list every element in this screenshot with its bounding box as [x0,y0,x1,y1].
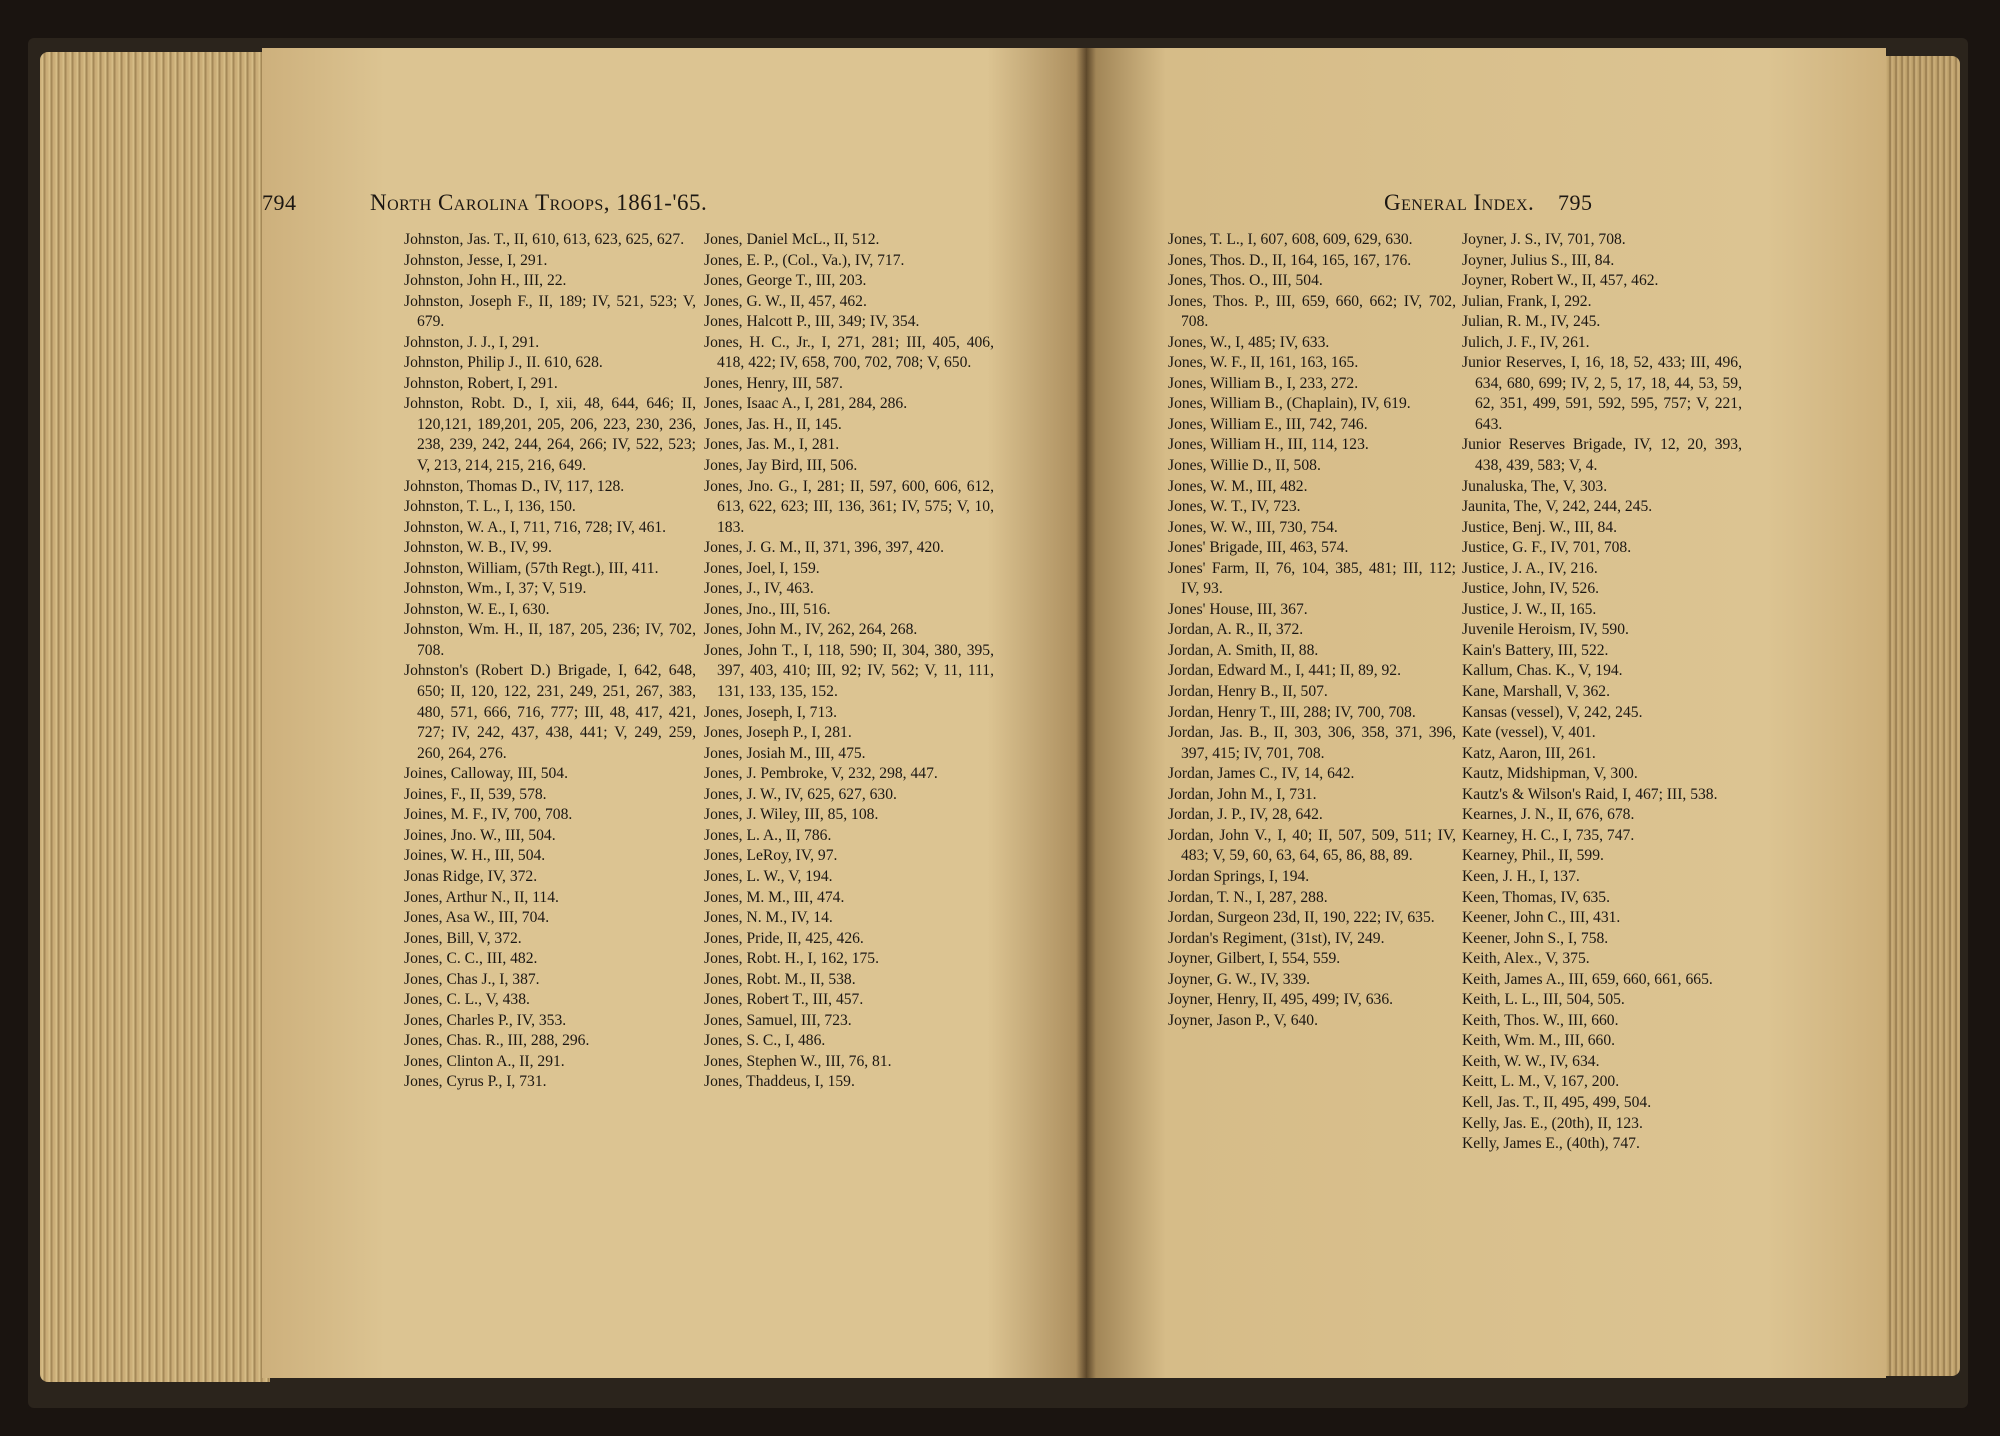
index-entry: Jones, John T., I, 118, 590; II, 304, 380, 395, 397, 403, 410; III, 92; IV, 562; V, 11, 111, 131, 133, 135, 152. [704,641,994,701]
index-entry: Kain's Battery, III, 522. [1462,641,1609,659]
index-entry: Johnston, W. B., IV, 99. [404,539,552,557]
right-page-number: 795 [1558,190,1593,215]
index-entry: Jordan, T. N., I, 287, 288. [1168,888,1328,906]
index-entry: Keitt, L. M., V, 167, 200. [1462,1073,1620,1091]
index-entry: Joyner, G. W., IV, 339. [1168,970,1311,988]
index-entry: Jones, Clinton A., II, 291. [404,1052,565,1070]
index-entry: Jones, Thos. D., II, 164, 165, 167, 176. [1168,251,1412,269]
index-entry: Johnston, Robt. D., I, xii, 48, 644, 646; II, 120,121, 189,201, 205, 206, 223, 230, 236, 238, 239, 242, 244, 264, 266; IV, 522, 523; V, 213, 214, 215, 216, 649. [404,395,696,475]
index-entry: Kearnes, J. N., II, 676, 678. [1462,806,1635,824]
index-entry: Junior Reserves Brigade, IV, 12, 20, 393, 438, 439, 583; V, 4. [1462,436,1742,475]
index-entry: Jordan, Henry B., II, 507. [1168,683,1328,701]
index-entry: Jones, Chas. R., III, 288, 296. [404,1032,590,1050]
index-entry: Johnston, William, (57th Regt.), III, 411. [404,559,659,577]
index-entry: Jones, N. M., IV, 14. [704,909,833,927]
index-entry: Jones, Isaac A., I, 281, 284, 286. [704,395,908,413]
index-entry: Johnston, Joseph F., II, 189; IV, 521, 523; V, 679. [404,292,696,331]
index-entry: Johnston, Philip J., II. 610, 628. [404,354,603,372]
index-entry: Jones, LeRoy, IV, 97. [704,847,838,865]
index-entry: Jones, Jno. G., I, 281; II, 597, 600, 606, 612, 613, 622, 623; III, 136, 361; IV, 575; V, 10, 183. [704,477,994,536]
index-entry: Johnston, W. E., I, 630. [404,600,550,618]
index-entry: Juvenile Heroism, IV, 590. [1462,621,1629,639]
left-page [262,48,1086,1378]
index-entry: Jones, E. P., (Col., Va.), IV, 717. [704,251,905,269]
index-entry: Kearney, H. C., I, 735, 747. [1462,826,1635,844]
index-entry: Jordan, Jas. B., II, 303, 306, 358, 371, 396, 397, 415; IV, 701, 708. [1168,724,1456,762]
left-page-number: 794 [262,190,297,215]
index-entry: Kansas (vessel), V, 242, 245. [1462,703,1643,721]
index-entry: Jones, Cyrus P., I, 731. [404,1073,547,1091]
index-entry: Jones, J. Wiley, III, 85, 108. [704,806,879,824]
index-entry: Jones, J. Pembroke, V, 232, 298, 447. [704,765,938,783]
index-entry: Keener, John S., I, 758. [1462,929,1609,947]
index-entry: Jones, Robt. H., I, 162, 175. [704,950,879,968]
index-entry: Jordan, John M., I, 731. [1168,785,1317,803]
index-entry: Keith, W. W., IV, 634. [1462,1052,1600,1070]
index-entry: Justice, G. F., IV, 701, 708. [1462,539,1632,557]
index-entry: Jones, Asa W., III, 704. [404,909,550,927]
left-index-column-1 [404,230,696,1093]
index-entry: Jones, Willie D., II, 508. [1168,457,1321,475]
right-page [1086,48,1886,1378]
index-entry: Jordan, A. Smith, II, 88. [1168,641,1319,659]
index-entry: Johnston's (Robert D.) Brigade, I, 642, 648, 650; II, 120, 122, 231, 249, 251, 267, 383, 480, 571, 666, 716, 777; III, 48, 417, 421, 727; IV, 242, 437, 438, 441; V, 249, 259, 260, 264, 276. [404,662,696,762]
index-entry: Jordan, James C., IV, 14, 642. [1168,765,1355,783]
index-entry: Keith, L. L., III, 504, 505. [1462,991,1625,1009]
index-entry: Jones, William B., I, 233, 272. [1168,374,1359,392]
index-entry: Jones, Stephen W., III, 76, 81. [704,1052,892,1070]
index-entry: Jones, Robert T., III, 457. [704,991,864,1009]
index-entry: Jones' House, III, 367. [1168,600,1308,618]
index-entry: Jones, Thaddeus, I, 159. [704,1073,855,1091]
index-entry: Jordan, Edward M., I, 441; II, 89, 92. [1168,662,1402,680]
index-entry: Jones, Joseph, I, 713. [704,703,837,721]
index-entry: Keen, Thomas, IV, 635. [1462,888,1610,906]
index-entry: Kelly, James E., (40th), 747. [1462,1135,1640,1153]
index-entry: Jones' Farm, II, 76, 104, 385, 481; III, 112; IV, 93. [1168,559,1456,598]
index-entry: Joines, W. H., III, 504. [404,847,546,865]
index-entry: Jones, Halcott P., III, 349; IV, 354. [704,313,920,331]
left-running-title: North Carolina Troops, 1861-'65. [370,190,708,215]
right-index-column-1 [1168,230,1456,1031]
index-entry: Junaluska, The, V, 303. [1462,477,1608,495]
index-entry: Jones, Jas. H., II, 145. [704,415,842,433]
index-entry: Kelly, Jas. E., (20th), II, 123. [1462,1114,1643,1132]
index-entry: Joyner, Julius S., III, 84. [1462,251,1615,269]
index-entry: Julich, J. F., IV, 261. [1462,333,1590,351]
index-entry: Johnston, W. A., I, 711, 716, 728; IV, 461. [404,518,667,536]
index-entry: Jaunita, The, V, 242, 244, 245. [1462,498,1653,516]
right-index-column-2 [1462,230,1742,1155]
index-entry: Jones, H. C., Jr., I, 271, 281; III, 405, 406, 418, 422; IV, 658, 700, 702, 708; V, 650. [704,333,994,372]
index-entry: Johnston, Jesse, I, 291. [404,251,548,269]
index-entry: Jones, Daniel McL., II, 512. [704,231,880,248]
index-entry: Jones, William E., III, 742, 746. [1168,415,1368,433]
index-entry: Keith, Thos. W., III, 660. [1462,1011,1619,1029]
index-entry: Jones, Robt. M., II, 538. [704,970,856,988]
index-entry: Junior Reserves, I, 16, 18, 52, 433; III, 496, 634, 680, 699; IV, 2, 5, 17, 18, 44, 53, 59, 62, 351, 499, 591, 592, 595, 757; V, 221, 643. [1462,354,1742,433]
index-entry: Jones, Arthur N., II, 114. [404,888,559,906]
index-entry: Jones, W., I, 485; IV, 633. [1168,333,1330,351]
index-entry: Jones, Josiah M., III, 475. [704,744,866,762]
index-entry: Jones, L. A., II, 786. [704,826,832,844]
index-entry: Kane, Marshall, V, 362. [1462,683,1610,701]
index-entry: Jones, T. L., I, 607, 608, 609, 629, 630. [1168,231,1413,248]
index-entry: Julian, Frank, I, 292. [1462,292,1592,310]
index-entry: Kearney, Phil., II, 599. [1462,847,1604,865]
index-entry: Jones, W. M., III, 482. [1168,477,1308,495]
index-entry: Joyner, Gilbert, I, 554, 559. [1168,950,1341,968]
index-entry: Jones, Pride, II, 425, 426. [704,929,864,947]
index-entry: Jones, J. W., IV, 625, 627, 630. [704,785,897,803]
index-entry: Jones, William B., (Chaplain), IV, 619. [1168,395,1411,413]
index-entry: Keener, John C., III, 431. [1462,909,1621,927]
index-entry: Jones, J., IV, 463. [704,580,814,598]
index-entry: Joyner, Henry, II, 495, 499; IV, 636. [1168,991,1394,1009]
index-entry: Jones, John M., IV, 262, 264, 268. [704,621,918,639]
right-running-title: General Index. [1384,190,1535,215]
index-entry: Kautz's & Wilson's Raid, I, 467; III, 538. [1462,785,1718,803]
index-entry: Jones, Chas J., I, 387. [404,970,540,988]
index-entry: Keith, Wm. M., III, 660. [1462,1032,1616,1050]
index-entry: Jones, Jno., III, 516. [704,600,831,618]
index-entry: Justice, John, IV, 526. [1462,580,1600,598]
index-entry: Johnston, John H., III, 22. [404,272,567,290]
index-entry: Jones, George T., III, 203. [704,272,867,290]
index-entry: Jones, S. C., I, 486. [704,1032,826,1050]
index-entry: Joines, M. F., IV, 700, 708. [404,806,573,824]
index-entry: Jones, Joel, I, 159. [704,559,820,577]
index-entry: Joyner, Robert W., II, 457, 462. [1462,272,1659,290]
index-entry: Jordan, Surgeon 23d, II, 190, 222; IV, 635. [1168,909,1435,927]
index-entry: Jordan, John V., I, 40; II, 507, 509, 511; IV, 483; V, 59, 60, 63, 64, 65, 86, 88, 89. [1168,826,1456,865]
index-entry: Jones, C. L., V, 438. [404,991,530,1009]
index-entry: Johnston, T. L., I, 136, 150. [404,498,576,516]
index-entry: Justice, J. W., II, 165. [1462,600,1597,618]
index-entry: Jones, W. T., IV, 723. [1168,498,1301,516]
index-entry: Katz, Aaron, III, 261. [1462,744,1596,762]
index-entry: Kallum, Chas. K., V, 194. [1462,662,1623,680]
index-entry: Johnston, Robert, I, 291. [404,374,558,392]
index-entry: Jones, Samuel, III, 723. [704,1011,852,1029]
index-entry: Johnston, Wm. H., II, 187, 205, 236; IV, 702, 708. [404,621,696,659]
index-entry: Jones, G. W., II, 457, 462. [704,292,867,310]
index-entry: Jones, Joseph P., I, 281. [704,724,852,742]
index-entry: Kell, Jas. T., II, 495, 499, 504. [1462,1093,1652,1111]
index-entry: Johnston, J. J., I, 291. [404,333,540,351]
index-entry: Jones, Henry, III, 587. [704,374,843,392]
index-entry: Johnston, Thomas D., IV, 117, 128. [404,477,625,495]
index-entry: Jordan Springs, I, 194. [1168,867,1310,885]
index-entry: Julian, R. M., IV, 245. [1462,313,1601,331]
index-entry: Jones, Charles P., IV, 353. [404,1011,567,1029]
index-entry: Jones, L. W., V, 194. [704,867,833,885]
index-entry: Jones, William H., III, 114, 123. [1168,436,1369,454]
index-entry: Jordan's Regiment, (31st), IV, 249. [1168,929,1385,947]
index-entry: Jones, C. C., III, 482. [404,950,538,968]
index-entry: Jones, Jay Bird, III, 506. [704,457,858,475]
index-entry: Jonas Ridge, IV, 372. [404,867,538,885]
index-entry: Jones, Jas. M., I, 281. [704,436,840,454]
page-edges-right [1880,56,1960,1376]
index-entry: Jones, Bill, V, 372. [404,929,522,947]
index-entry: Kautz, Midshipman, V, 300. [1462,765,1638,783]
index-entry: Joines, Jno. W., III, 504. [404,826,556,844]
index-entry: Johnston, Jas. T., II, 610, 613, 623, 625, 627. [404,231,685,248]
index-entry: Justice, Benj. W., III, 84. [1462,518,1618,536]
index-entry: Jones, W. F., II, 161, 163, 165. [1168,354,1359,372]
index-entry: Jordan, A. R., II, 372. [1168,621,1304,639]
book-gutter [1076,48,1096,1378]
index-entry: Keen, J. H., I, 137. [1462,867,1580,885]
index-entry: Johnston, Wm., I, 37; V, 519. [404,580,587,598]
index-entry: Jones' Brigade, III, 463, 574. [1168,539,1349,557]
index-entry: Joines, Calloway, III, 504. [404,765,568,783]
index-entry: Justice, J. A., IV, 216. [1462,559,1598,577]
index-entry: Jordan, J. P., IV, 28, 642. [1168,806,1323,824]
left-index-column-2 [704,230,994,1093]
index-entry: Joines, F., II, 539, 578. [404,785,547,803]
index-entry: Jones, Thos. P., III, 659, 660, 662; IV, 702, 708. [1168,292,1456,331]
index-entry: Keith, Alex., V, 375. [1462,950,1590,968]
index-entry: Jordan, Henry T., III, 288; IV, 700, 708. [1168,703,1416,721]
index-entry: Jones, M. M., III, 474. [704,888,845,906]
index-entry: Joyner, Jason P., V, 640. [1168,1011,1318,1029]
index-entry: Joyner, J. S., IV, 701, 708. [1462,231,1626,248]
index-entry: Jones, J. G. M., II, 371, 396, 397, 420. [704,539,944,557]
index-entry: Jones, W. W., III, 730, 754. [1168,518,1338,536]
index-entry: Keith, James A., III, 659, 660, 661, 665. [1462,970,1713,988]
index-entry: Jones, Thos. O., III, 504. [1168,272,1323,290]
index-entry: Kate (vessel), V, 401. [1462,724,1596,742]
page-edges-left [40,52,270,1382]
